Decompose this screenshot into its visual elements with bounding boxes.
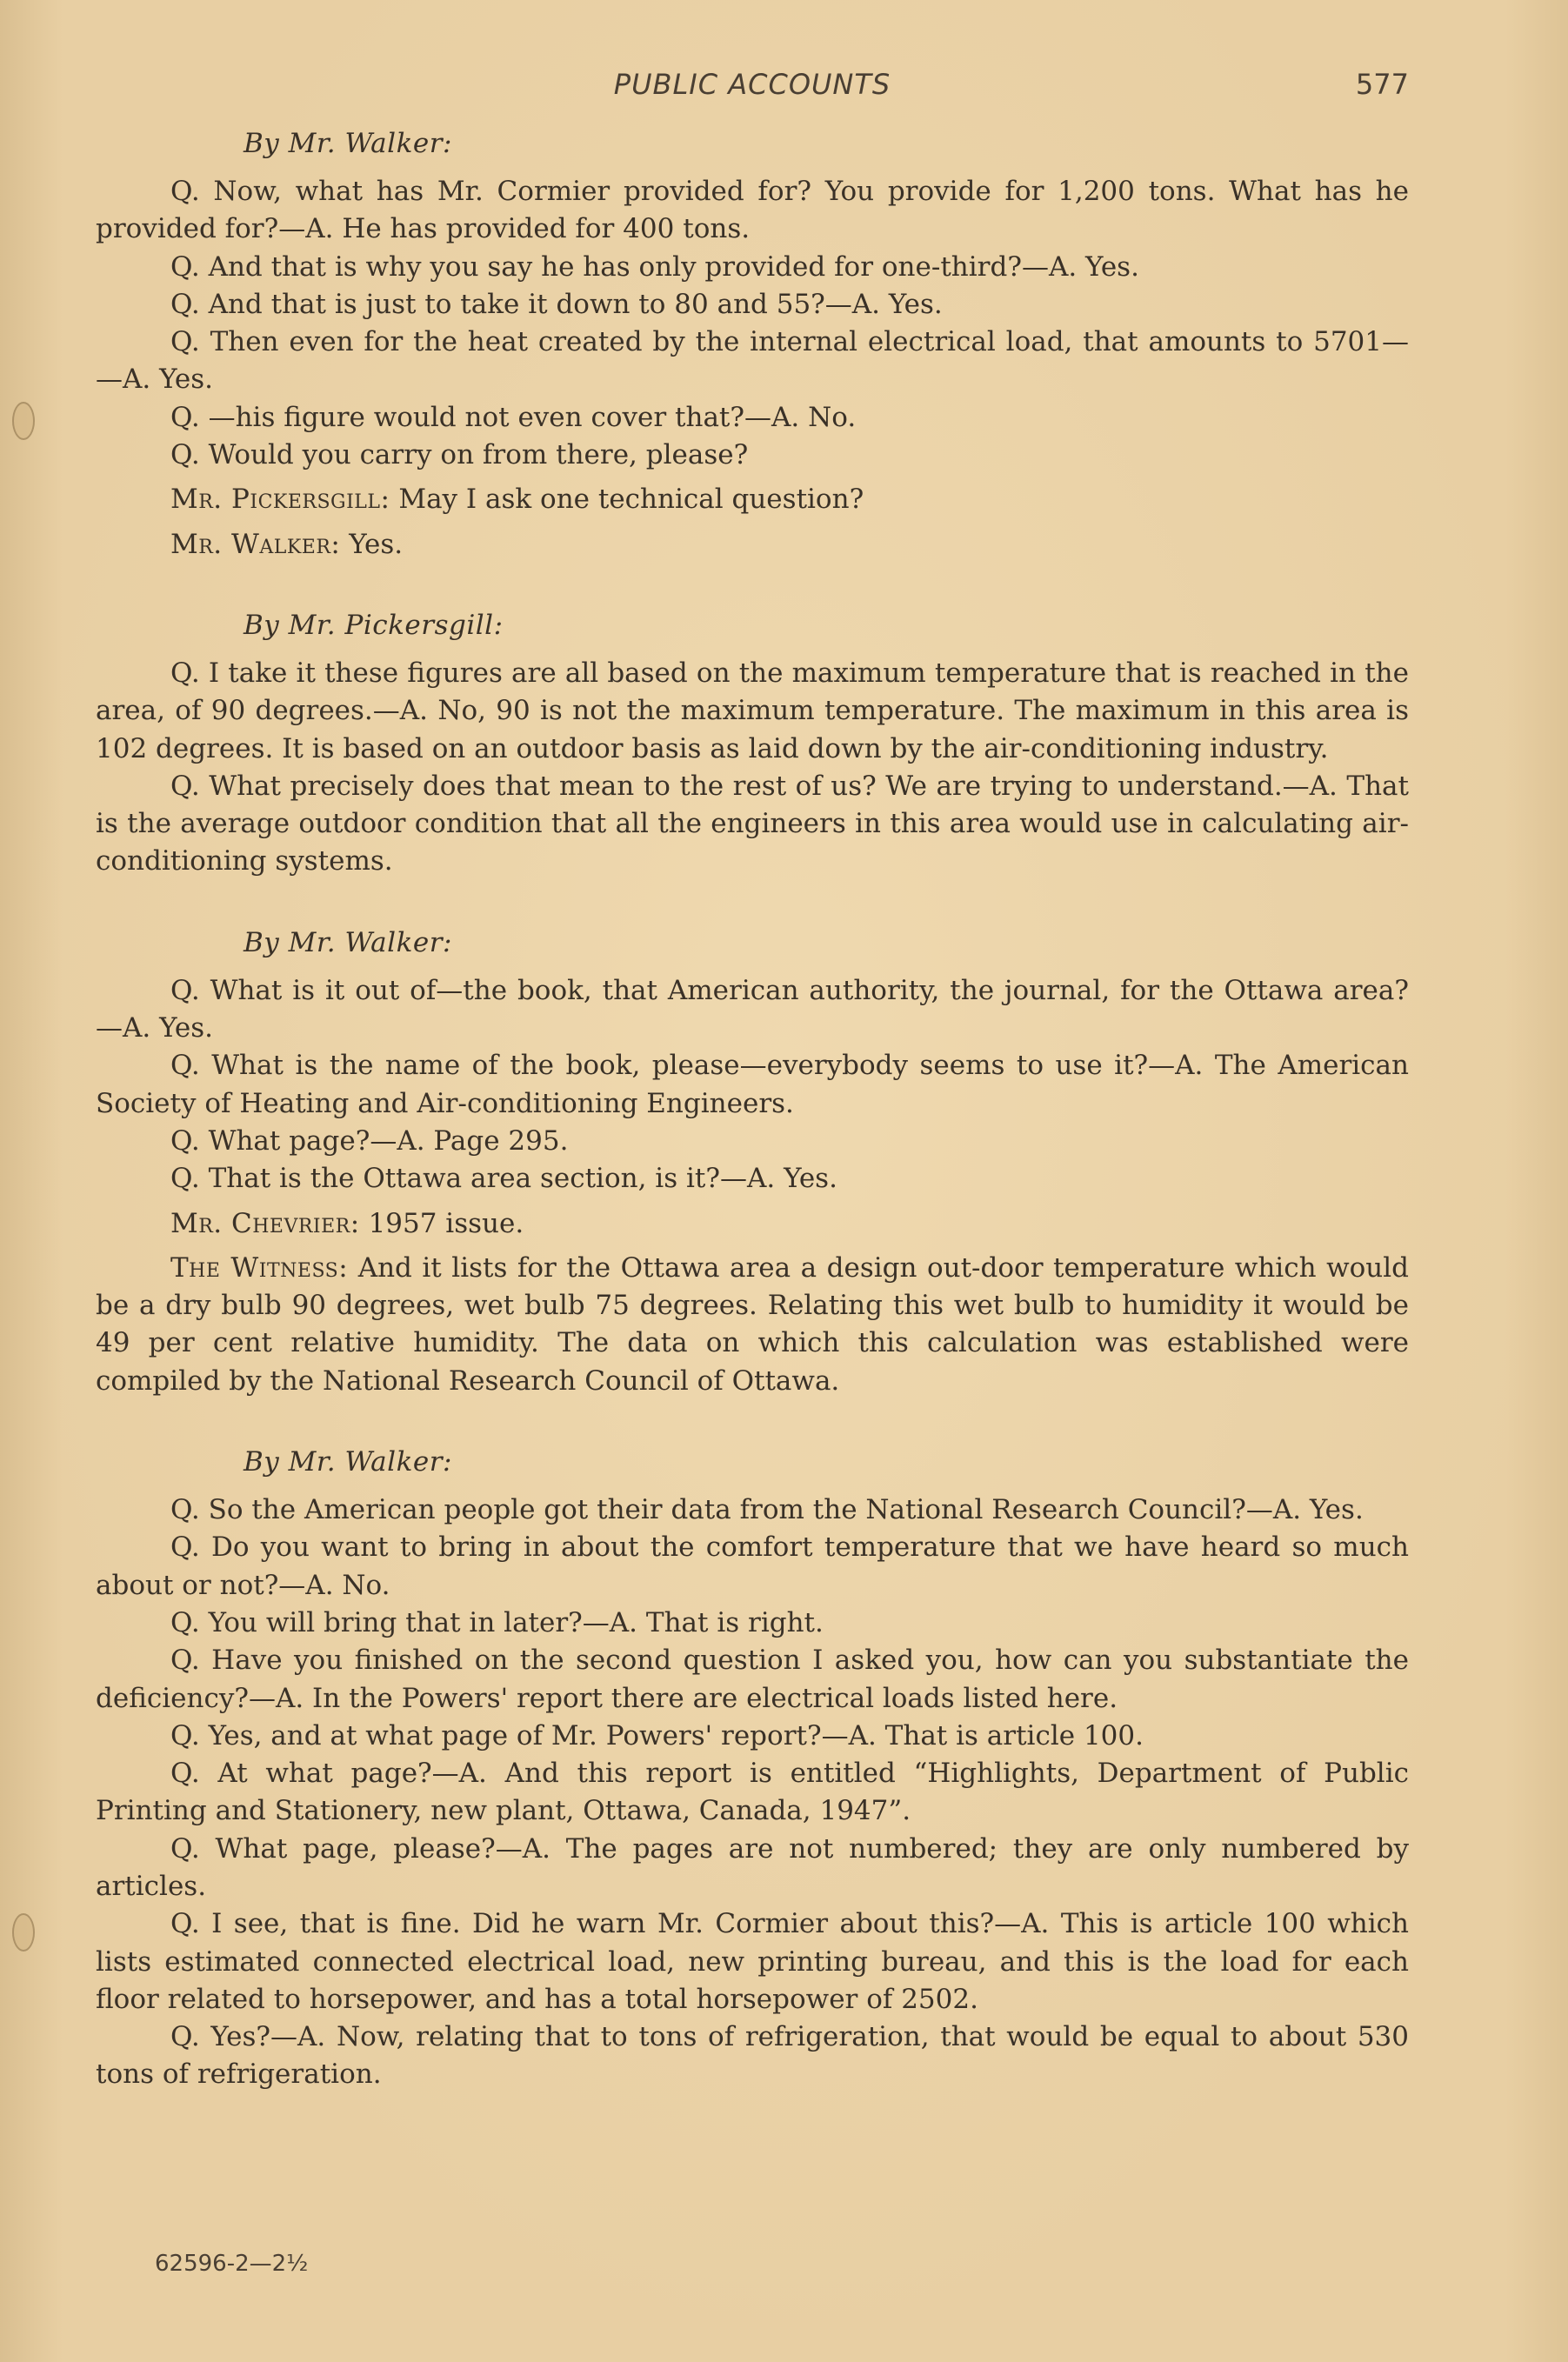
remark-paragraph: [96, 481, 1409, 518]
section-walker-2: [96, 924, 1409, 1400]
remark-text: May I ask one technical question?: [398, 484, 864, 516]
qa-paragraph: Q. What page, please?—A. The pages are not numbered; they are only numbered by articles.: [96, 1832, 1409, 1902]
remark-text: 1957 issue.: [368, 1207, 524, 1239]
qa-paragraph: Q. What is the name of the book, please—everybody seems to use it?—A. The American Society of Heating and Air-conditioning Engineers.: [96, 1050, 1409, 1119]
qa-paragraph: Q. Have you finished on the second question I asked you, how can you substantiate the deficiency?—A. In the Powers' report there are electrical loads listed here.: [96, 1645, 1409, 1714]
qa-paragraph: Q. Yes?—A. Now, relating that to tons of refrigeration, that would be equal to about 530 tons of refrigeration.: [96, 2021, 1409, 2091]
document-page: [96, 61, 1409, 2094]
speaker-heading: By Mr. Walker:: [244, 926, 452, 958]
section-gap: [96, 564, 1409, 595]
printer-signature: 62596-2—2½: [155, 2251, 309, 2277]
page-number: 577: [1355, 68, 1409, 101]
speaker-name: Mr. Pickersgill:: [170, 484, 390, 516]
qa-paragraph: Q. Then even for the heat created by the internal electrical load, that amounts to 5701— —A. Yes.: [96, 326, 1409, 396]
qa-paragraph: Q. —his figure would not even cover that?—A. No.: [170, 401, 857, 433]
remark-paragraph: [96, 526, 1409, 564]
section-walker-1: [96, 125, 1409, 564]
qa-paragraph: Q. You will bring that in later?—A. That is right.: [170, 1606, 824, 1638]
remark-paragraph: [96, 1250, 1409, 1400]
page-title: PUBLIC ACCOUNTS: [613, 68, 891, 101]
qa-paragraph: Q. And that is why you say he has only provided for one-third?—A. Yes.: [170, 250, 1139, 283]
qa-paragraph: Q. What precisely does that mean to the rest of us? We are trying to understand.—A. That is the average outdoor condition that all the engineers in this area would use in calculating air-conditioning systems.: [96, 770, 1409, 877]
qa-paragraph: Q. Yes, and at what page of Mr. Powers' report?—A. That is article 100.: [170, 1719, 1144, 1751]
qa-paragraph: Q. I take it these figures are all based on the maximum temperature that is reached in the area, of 90 degrees.—A. No, 90 is not the maximum temperature. The maximum in this area is 102 degrees. It is based on an outdoor basis as laid down by the air-conditioning industry.: [96, 657, 1409, 764]
qa-paragraph: Q. At what page?—A. And this report is entitled “Highlights, Department of Public Printing and Stationery, new plant, Ottawa, Canada, 1947”.: [96, 1758, 1409, 1827]
speaker-heading: By Mr. Pickersgill:: [244, 609, 504, 641]
qa-paragraph: Q. What page?—A. Page 295.: [170, 1124, 569, 1157]
speaker-name: Mr. Walker:: [170, 528, 341, 560]
qa-paragraph: Q. I see, that is fine. Did he warn Mr. Cormier about this?—A. This is article 100 which lists estimated connected electrical load, new printing bureau, and this is the load for each floor related to horsepower, and has a total horsepower of 2502.: [96, 1908, 1409, 2015]
section-pickersgill: [96, 607, 1409, 881]
qa-paragraph: Q. That is the Ottawa area section, is it?—A. Yes.: [170, 1163, 837, 1195]
qa-paragraph: Q. And that is just to take it down to 80 and 55?—A. Yes.: [170, 288, 943, 320]
punch-hole-bottom: [12, 1913, 35, 1952]
speaker-heading: By Mr. Walker:: [244, 128, 452, 159]
section-gap: [96, 881, 1409, 912]
running-head: [96, 61, 1409, 113]
qa-paragraph: Q. Would you carry on from there, please?: [170, 439, 749, 471]
speaker-name: Mr. Chevrier:: [170, 1207, 360, 1239]
qa-paragraph: Q. Now, what has Mr. Cormier provided for? You provide for 1,200 tons. What has he provided for?—A. He has provided for 400 tons.: [96, 176, 1409, 245]
qa-paragraph: Q. So the American people got their data from the National Research Council?—A. Yes.: [170, 1494, 1364, 1526]
remark-paragraph: [96, 1205, 1409, 1243]
remark-text: Yes.: [349, 528, 404, 560]
qa-paragraph: Q. What is it out of—the book, that American authority, the journal, for the Ottawa area?—A. Yes.: [96, 974, 1409, 1044]
qa-paragraph: Q. Do you want to bring in about the comfort temperature that we have heard so much about or not?—A. No.: [96, 1531, 1409, 1601]
section-walker-3: [96, 1444, 1409, 2094]
speaker-heading: By Mr. Walker:: [244, 1446, 452, 1478]
remark-text: And it lists for the Ottawa area a design out-door temperature which would be a dry bulb 90 degrees, wet bulb 75 degrees. Relating this wet bulb to humidity it would be 49 per cent relative humidity. The data on which this calculation was established were compiled by the National Research Council of Ottawa.: [96, 1251, 1409, 1397]
speaker-name: The Witness:: [170, 1251, 349, 1284]
section-gap: [96, 1400, 1409, 1431]
punch-hole-top: [12, 402, 35, 440]
